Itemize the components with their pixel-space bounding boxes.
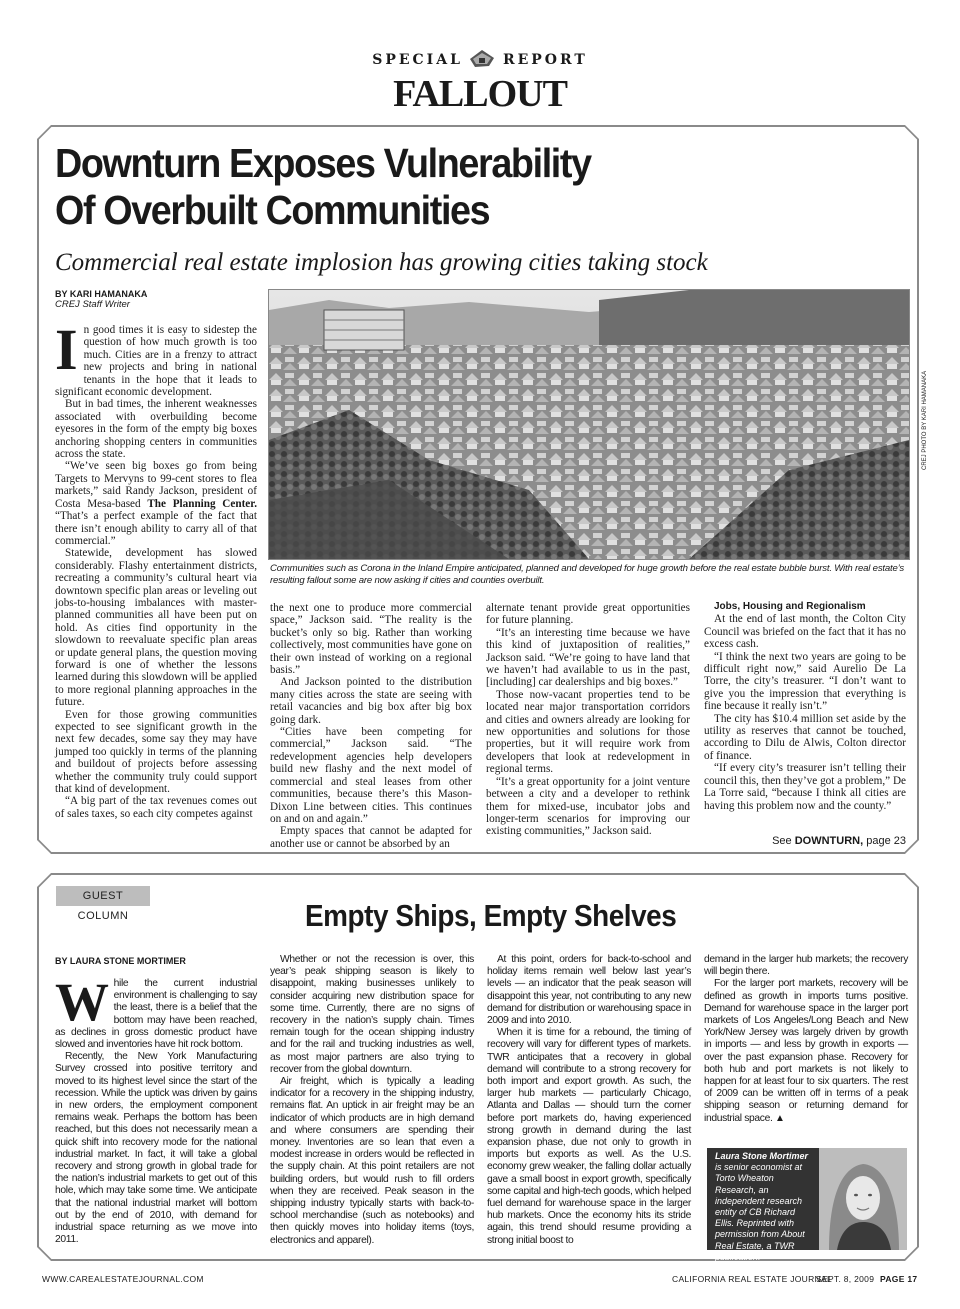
article-column-1 — [55, 317, 258, 820]
guest-column-tag: GUEST COLUMN — [56, 886, 150, 906]
bio-text-block — [715, 1151, 815, 1263]
article-deck: Commercial real estate implosion has growing cities taking stock — [55, 249, 708, 276]
article-dropcap: I — [55, 317, 78, 382]
end-mark-icon: ▲ — [774, 1112, 785, 1124]
report-label: REPORT — [502, 52, 588, 68]
guest-column-2 — [270, 954, 474, 1247]
photo-credit: CREJ PHOTO BY KARI HAMANAKA — [922, 370, 928, 470]
article-column-4 — [704, 601, 906, 812]
jump-word: DOWNTURN, — [794, 835, 864, 847]
guest-paragraph: Whether or not the recession is over, this year’s peak shipping season is likely to disappoint, making businesses unlikely to consider acquiring new distribution space for some time. Currently, there are no signs of recovery in the nation’s supply chain. Times remain tough for the ocean shipping industry and for the rail and trucking industries as well, as most major partners are also trying to recover from the global downturn. — [270, 954, 474, 1075]
article-paragraph: Statewide, development has slowed considerably. Flashy entertainment districts, recreating a community’s cultural heart via downtown specific plan areas or leveling out jobs-to-housing imbalances with master-planned communities all have been put on hold. As cities find opportunity in the slowdown to reevaluate specific plan areas or update general plans, the question moving forward is one of whether the lessons learned during this slowdown will be applied to more regional planning approaches in the future. — [55, 547, 257, 709]
headline-line-2: Of Overbuilt Communities — [55, 187, 490, 233]
article-byline-title: CREJ Staff Writer — [55, 299, 130, 310]
footer-website[interactable]: WWW.CAREALESTATEJOURNAL.COM — [42, 1274, 204, 1284]
article-headline — [55, 140, 625, 234]
article-paragraph: And Jackson pointed to the distribution many cities across the state are seeing with retail vacancies and big box after big box going dark. — [270, 676, 472, 726]
guest-paragraph: At this point, orders for back-to-school and holiday items remain well below last year’s levels — an indicator that the peak season will disappoint this year, not contributing to any new demand for distribution or warehousing space in 2009 and into 2010. — [487, 954, 691, 1027]
guest-paragraph: Air freight, which is typically a leading indicator for a recovery in the shipping industry, remains flat. An uptick in air freight may be an indicator of which products are in high demand and where consumers are spending their money. Inventories are so lean that even a modest increase in orders would be reflected in the supply chain. At this point retailers are not building orders, but would rush to fill orders when they are received. Peak season in the shipping industry typically starts with back-to-school merchandise (such as notebooks) and then quickly moves into holiday items (toys, electronics and apparel). — [270, 1076, 474, 1246]
bio-name: Laura Stone Mortimer — [715, 1151, 809, 1161]
photo-caption: Communities such as Corona in the Inland Empire anticipated, planned and developed for huge growth before the real estate bubble burst. With real estate’s resulting fallout some are now asking if cities and counties overbuilt. — [270, 563, 904, 586]
continued-jump-line[interactable] — [700, 835, 906, 847]
guest-paragraph: When it is time for a rebound, the timing of recovery will vary for different types of markets. TWR anticipates that a recovery in global demand will contribute to a strong recovery for both import and export growth. As such, the larger hub markets — particularly Chicago, Atlanta and Dallas — should turn the corner before port markets do, having experienced strong growth in demand during the last expansion phase, due not only to growth in imports but exports as well. As the U.S. economy grew weaker, the falling dollar actually gave a small boost in export growth, specifically some capital and high-tech goods, which helped fuel demand for warehouse space in the larger hub markets. Once the economy hits its stride again, this trend should resume providing a strong initial boost to — [487, 1027, 691, 1246]
article-paragraph: At the end of last month, the Colton City Council was briefed on the fact that it has no excess cash. — [704, 613, 906, 651]
guest-text: For the larger port markets, recovery will be defined as growth in imports turns positive. Demand for warehouse space in the larger port markets of Los Angeles/Long Beach and New York/New Jersey was largely driven by growth in imports — and less by growth in exports — over the past expansion phase. Recovery for both hub and port markets is not likely to happen for at least four to six quarters. The rest of 2009 can be written off in terms of a peak shipping season or returning demand for industrial space. — [704, 978, 908, 1124]
footer-publication: CALIFORNIA REAL ESTATE JOURNAL — [672, 1274, 832, 1284]
article-paragraph: The city has $10.4 million set aside by the utility as reserves that cannot be touched, according to Dilu de Alwis, Colton director of finance. — [704, 712, 906, 762]
article-paragraph: “I think the next two years are going to be difficult right now,” said Aurelio De La Torre, the city’s treasurer. “I don’t want to give you the impression that everything is fine because it really isn’t.” — [704, 650, 906, 713]
article-byline-block — [55, 289, 147, 310]
guest-column-3 — [487, 954, 691, 1247]
article-paragraph: “It’s an interesting time because we have this kind of juxtaposition of realities,” Jackson said. “We’re going to have land that we haven’t had available to us in the past, [including] car dealerships and big boxes.” — [486, 626, 690, 689]
article-paragraph: “Cities have been competing for commercial,” Jackson said. “The redevelopment agencies help developers build new flashy and the next model of commercial and steal leases from other communities, because there’s this Mason-Dixon Line between cities. This continues on and on and again.” — [270, 726, 472, 825]
author-portrait — [819, 1148, 907, 1250]
article-paragraph: Empty spaces that cannot be adapted for another use or cannot be absorbed by an — [270, 825, 472, 850]
article-photo — [268, 289, 910, 560]
headline-line-1: Downturn Exposes Vulnerability — [55, 140, 591, 186]
jump-page: page 23 — [866, 835, 906, 847]
footer-date: SEPT. 8, 2009 — [816, 1274, 875, 1284]
guest-column-1 — [55, 972, 257, 1246]
guest-paragraph: demand in the larger hub markets; the recovery will begin there. — [704, 954, 908, 978]
article-paragraph: “If every city’s treasurer isn’t telling their council this, then they’ve got a problem,” De La Torre said, “because I think all cities are having this problem now and the county.” — [704, 762, 906, 812]
article-paragraph: alternate tenant provide great opportunities for future planning. — [486, 602, 690, 627]
article-paragraph: the next one to produce more commercial space,” Jackson said. “The reality is the bucket’s only so big. Rather than working collectively, most communities have gone on their own instead of working on a regional basis.” — [270, 602, 472, 677]
company-name: The Planning Center. — [147, 497, 258, 510]
guest-paragraph: Recently, the New York Manufacturing Survey crossed into positive territory and moved to its highest level since the start of the recession. While the uptick was driven by gains in new orders, the employment component remains weak. Perhaps the bottom has been reached, but this does not necessarily mean a quick shift into recovery mode for the national industrial market. In fact, it will take a global recovery and strong growth in global trade for the nation’s industrial markets to get out of this hole, which may take some time. We anticipate that the national industrial market will bottom out by the end of 2010, with demand for industrial space returning as we move into 2011. — [55, 1051, 257, 1246]
article-column-3 — [486, 602, 690, 838]
article-byline: BY KARI HAMANAKA — [55, 289, 148, 299]
guest-column-4 — [704, 954, 908, 1125]
footer-page-number: PAGE 17 — [880, 1274, 918, 1284]
article-text: “We’ve seen big boxes go from being Targets to Mervyns to 99-cent stores to flea markets,” said Randy Jackson, president of Costa Mesa-based — [55, 460, 257, 510]
article-column-2 — [270, 602, 472, 850]
article-subhead: Jobs, Housing and Regionalism — [714, 601, 866, 612]
jump-prefix: See — [772, 835, 792, 847]
bio-description: is senior economist at Torto Wheaton Research, an independent research entity of CB Richard Ellis. Reprinted with permission from About Real Estate, a TWR publication. — [715, 1162, 805, 1262]
article-paragraph: Those now-vacant properties tend to be located near major transportation corridors and cities and owners already are looking for new opportunities and solutions for those properties, but it will require work from developers that look at redevelopment in regional terms. — [486, 688, 690, 776]
article-paragraph: Even for those growing communities expected to see significant growth in the next few decades, some say they may have jumped too quickly in terms of the planning and buildout of projects before assessing whether the community truly could support that kind of development. — [55, 708, 257, 796]
guest-paragraph: hile the current industrial environment is challenging to say the least, there is a belief that the bottom may have been reached, as declines in gross domestic product have slowed and inventories have hit rock bottom. — [55, 978, 257, 1051]
guest-paragraph — [704, 978, 908, 1124]
article-paragraph — [55, 460, 257, 547]
guest-byline: BY LAURA STONE MORTIMER — [55, 956, 186, 966]
section-title: FALLOUT — [393, 73, 567, 115]
guest-headline: Empty Ships, Empty Shelves — [305, 898, 677, 933]
author-bio-box — [707, 1148, 907, 1262]
suburb-photo-image — [269, 290, 909, 559]
article-paragraph: But in bad times, the inherent weaknesses associated with overbuilding become eyesores in the form of the empty big boxes anchoring shopping centers in communities across the state. — [55, 398, 257, 461]
article-paragraph: “It’s a great opportunity for a joint venture between a city and a developer to rethink them for mixed-use, incubator jobs and longer-term scenarios for improving our existing communities,” Jackson said. — [486, 775, 690, 838]
house-badge-icon — [467, 47, 497, 69]
article-text: “That’s a perfect example of the fact that there isn’t enough ability to carry all of that commercial.” — [55, 510, 257, 547]
article-paragraph: n good times it is easy to sidestep the question of how much growth is too much. Cities are in a frenzy to attract new projects and bring in national tenants in the hope that it leads to significant economic development. — [55, 324, 257, 399]
article-paragraph: “A big part of the tax revenues comes out of sales taxes, so each city competes against — [55, 795, 257, 820]
special-label: SPECIAL — [372, 52, 463, 68]
guest-dropcap: W — [55, 972, 109, 1032]
